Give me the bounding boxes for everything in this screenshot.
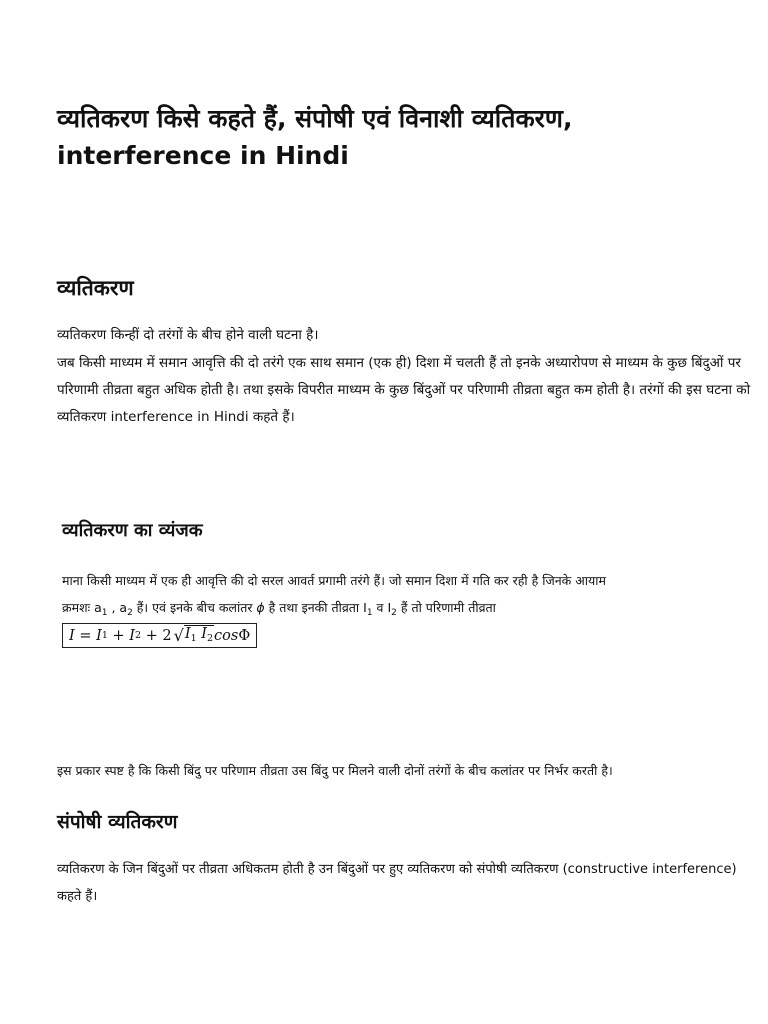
assumption-line-2-prefix: क्रमशः a xyxy=(62,600,102,615)
section-heading-constructive: संपोषी व्यतिकरण xyxy=(57,811,178,833)
assumption-line-1: माना किसी माध्यम में एक ही आवृत्ति की दो सरल आवर्त प्रगामी तरंगे हैं। जो समान दिशा में गति कर रही है जिनके आयाम xyxy=(62,573,606,588)
formula-equals: = xyxy=(74,627,97,644)
formula-root-term-1: I xyxy=(184,625,191,642)
formula-term-1-subscript: 1 xyxy=(101,630,108,641)
formula-plus-1: + xyxy=(107,627,130,644)
square-root-icon: √ xyxy=(173,626,184,645)
assumption-paragraph xyxy=(62,567,752,627)
formula-root-term-2: I xyxy=(196,625,207,642)
formula-term-1: I xyxy=(96,627,102,644)
intensity-1-subscript: 1 xyxy=(366,608,373,618)
formula-lhs: I xyxy=(69,627,75,644)
formula-term-2-subscript: 2 xyxy=(135,630,142,641)
amplitude-1-subscript: 1 xyxy=(101,608,108,618)
formula-plus-2: + 2 xyxy=(141,627,172,644)
description-paragraph: जब किसी माध्यम में समान आवृत्ति की दो तरंगे एक साथ समान (एक ही) दिशा में चलती हैं तो इनके अध्यारोपण से माध्यम के कुछ बिंदुओं पर परिणामी तीव्रता बहुत अधिक होती है। तथा इसके विपरीत माध्यम के कुछ बिंदुओं पर परिणामी तीव्रता बहुत कम होती है। तरंगों की इस घटना को व्यतिकरण interference in Hindi कहते हैं। xyxy=(57,355,751,425)
formula-root-term-2-subscript: 2 xyxy=(206,632,214,644)
formula-cos: cos xyxy=(214,627,239,644)
formula-root-term-1-subscript: 1 xyxy=(190,632,197,644)
formula-term-2: I xyxy=(129,627,135,644)
definition-paragraph: व्यतिकरण किन्हीं दो तरंगों के बीच होने वाली घटना है। xyxy=(57,327,319,343)
section-heading-expression: व्यतिकरण का व्यंजक xyxy=(62,520,203,541)
amplitude-2-subscript: 2 xyxy=(127,608,133,618)
assumption-line-2-mid: हैं। एवं इनके बीच कलांतर xyxy=(132,600,257,615)
intensity-2-subscript: 2 xyxy=(391,608,397,618)
assumption-line-2-end: हैं तो परिणामी तीव्रता xyxy=(396,600,496,615)
phase-symbol: ϕ xyxy=(256,600,265,615)
formula-phi: Φ xyxy=(238,627,251,644)
conclusion-paragraph: इस प्रकार स्पष्ट है कि किसी बिंदु पर परिणाम तीव्रता उस बिंदु पर मिलने वाली दोनों तरंगों के बीच कलांतर पर निर्भर करती है। xyxy=(57,763,613,778)
amplitude-separator: , a xyxy=(107,600,128,615)
constructive-paragraph: व्यतिकरण के जिन बिंदुओं पर तीव्रता अधिकतम होती है उन बिंदुओं पर हुए व्यतिकरण को संपोषी व्यतिकरण (constructive interference) कहते हैं। xyxy=(57,862,737,904)
page-title: व्यतिकरण किसे कहते हैं, संपोषी एवं विनाशी व्यतिकरण, interference in Hindi xyxy=(57,104,573,170)
formula-radicand xyxy=(184,625,214,647)
assumption-and: व I xyxy=(372,600,392,615)
assumption-line-2-mid2: है तथा इनकी तीव्रता I xyxy=(264,600,367,615)
intensity-formula xyxy=(62,623,257,648)
section-heading-interference: व्यतिकरण xyxy=(57,276,134,300)
